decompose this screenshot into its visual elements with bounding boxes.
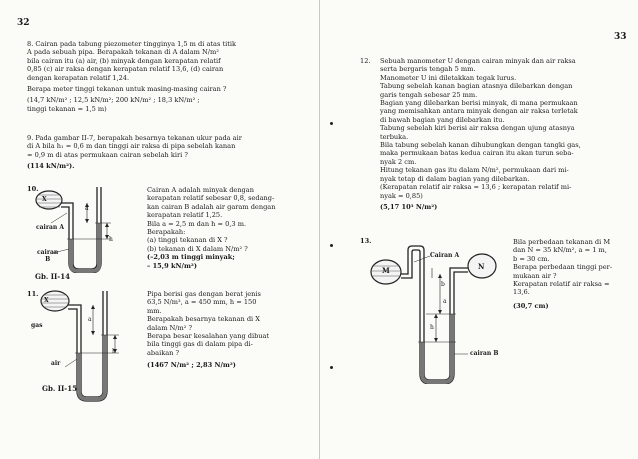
problem-12 (380, 57, 581, 211)
answer: – 15,9 kN/m²) (147, 261, 197, 270)
problem-11-number: 11. (27, 290, 39, 298)
right-page (319, 0, 638, 459)
text-line: mukaan air ? (513, 271, 557, 280)
text-line: dengan kerapatan relatif 1,24. (27, 73, 130, 82)
text-line: Hitung tekanan gas itu dalam N/m², permukaan dari mi- (380, 166, 569, 175)
text-line: (b) tekanan di X dalam N/m² ? (147, 244, 248, 253)
text-line: mm. (147, 306, 162, 315)
figure-label-h: h (109, 236, 113, 243)
text-line: 9. Pada gambar II-7, berapakah besarnya tekanan ukur pada air (27, 134, 242, 142)
problem-11 (147, 290, 269, 370)
figure-label-cairan-a: cairan A (36, 224, 64, 231)
figure-label-a: a (88, 316, 92, 323)
text-line: Bila a = 2,5 m dan h = 0,3 m. (147, 219, 247, 228)
text-line: yang memisahkan antara minyak dengan air raksa terletak (380, 107, 578, 116)
figure-label-air: air (51, 360, 61, 367)
problem-13-number: 13. (360, 237, 372, 245)
text-line: (Kerapatan relatif air raksa = 13,6 ; kerapatan relatif mi- (380, 183, 572, 192)
answer: (–2,03 m tinggi minyak; (147, 253, 235, 262)
figure-label-cairan-b: cairan B (470, 350, 499, 357)
text-line: serta bergaris tengah 5 mm. (380, 65, 476, 74)
text-line: bila cairan itu (a) air, (b) minyak dengan kerapatan relatif (27, 56, 221, 65)
answer: (114 kN/m²). (27, 162, 75, 171)
problem-10-number: 10. (27, 185, 39, 193)
text-line: di bawah bagian yang dilebarkan itu. (380, 115, 505, 124)
text-line: Berapakah: (147, 228, 186, 237)
text-line: tinggi tekanan = 1,5 m) (27, 104, 107, 113)
text-line: 63,5 N/m³, a = 450 mm, h = 150 (147, 298, 257, 307)
text-line: Tabung sebelah kanan bagian atasnya dilebarkan dengan (380, 82, 573, 91)
text-line: Kerapatan relatif air raksa = (513, 280, 610, 289)
text-line: (a) tinggi tekanan di X ? (147, 236, 228, 245)
binder-hole-mark (330, 244, 333, 247)
page-number: 32 (17, 18, 30, 28)
text-line: 0,85 (c) air raksa dengan kerapatan relatif 13,6, (d) cairan (27, 65, 224, 74)
text-line: nyak = 0,85) (380, 191, 423, 200)
text-line: 13,6. (513, 288, 530, 297)
text-line: bila tinggi gas di dalam pipa di- (147, 340, 253, 349)
text-line: kerapatan relatif 1,25. (147, 211, 223, 220)
text-line: di A bila h₁ = 0,6 m dan tinggi air raksa di pipa sebelah kanan (27, 142, 236, 151)
text-line: kan cairan B adalah air garam dengan (147, 202, 276, 211)
figure-label-m: M (382, 266, 390, 275)
binder-hole-mark (330, 122, 333, 125)
figure-label-h: h (112, 348, 116, 355)
text-line: nyak 2 cm. (380, 157, 417, 166)
text-line: Tabung sebelah kiri berisi air raksa dengan ujung atasnya (380, 124, 575, 133)
text-line: Berapakah besarnya tekanan di X (147, 315, 260, 324)
text-line: Pipa berisi gas dengan berat jenis (147, 290, 261, 298)
text-line: nyak tetap di dalam bagian yang dilebarkan. (380, 174, 530, 183)
text-line: dalam N/m² ? (147, 323, 193, 332)
problem-13 (513, 238, 612, 310)
text-line: terbuka. (380, 132, 409, 141)
text-line: Berapa meter tinggi tekanan untuk masing-masing cairan ? (27, 85, 227, 94)
problem-12-number: 12. (360, 57, 371, 65)
text-line: (14,7 kN/m² ; 12,5 kN/m²; 200 kN/m² ; 18,3 kN/m² ; (27, 96, 200, 105)
answer: (5,17 10³ N/m²) (380, 202, 438, 211)
binder-hole-mark (330, 366, 333, 369)
text-line: Bila tabung sebelah kanan dihubungkan dengan tangki gas, (380, 141, 581, 150)
figure-label-n: N (478, 262, 485, 271)
text-line: abaikan ? (147, 348, 179, 357)
problem-10 (147, 186, 275, 270)
figure-label-h: h (430, 324, 434, 331)
text-line: garis tengah sebesar 25 mm. (380, 90, 478, 99)
figure-label-cairan-a: Cairan A (430, 252, 460, 259)
problem-9 (27, 134, 242, 171)
page-number: 33 (614, 32, 627, 42)
text-line: 8. Cairan pada tabung piezometer tingginya 1,5 m di atas titik (27, 40, 236, 48)
text-line: b = 30 cm. (513, 254, 550, 263)
figure-label-cairan-b: cairan B (37, 249, 59, 263)
answer: (30,7 cm) (513, 301, 549, 310)
figure-label-x: X (42, 196, 47, 203)
figure-caption: Gb. II-15 (42, 384, 77, 393)
text-line: Bagian yang dilebarkan berisi minyak, di mana permukaan (380, 99, 578, 108)
figure-label-b: b (441, 281, 445, 288)
text-line: Berapa besar kesalahan yang dibuat (147, 332, 270, 341)
figure-label-a: a (443, 298, 447, 305)
text-line: = 0,9 m di atas permukaan cairan sebelah kiri ? (27, 150, 188, 159)
text-line: Manometer U ini diletakkan tegak lurus. (380, 73, 517, 82)
text-line: Bila perbedaan tekanan di M (513, 238, 611, 246)
text-line: A pada sebuah pipa. Berapakah tekanan di A dalam N/m² (27, 48, 219, 57)
figure-label-a: a (85, 205, 89, 212)
problem-8 (27, 40, 236, 113)
text-line: dan N = 35 kN/m², a = 1 m, (513, 246, 607, 255)
figure-caption: Gb. II-14 (35, 272, 70, 281)
text-line: Cairan A adalah minyak dengan (147, 186, 254, 194)
text-line: kerapatan relatif sebesar 0,8, sedang- (147, 194, 275, 203)
text-line: maka permukaan batas kedua cairan itu akan turun seba- (380, 149, 574, 158)
text-line: Sebuah manometer U dengan cairan minyak dan air raksa (380, 57, 576, 65)
answer: (1467 N/m² ; 2,83 N/m²) (147, 361, 236, 370)
text-line: Berapa perbedaan tinggi per- (513, 263, 613, 272)
figure-label-gas: gas (31, 322, 43, 329)
figure-label-x: X (44, 297, 49, 304)
